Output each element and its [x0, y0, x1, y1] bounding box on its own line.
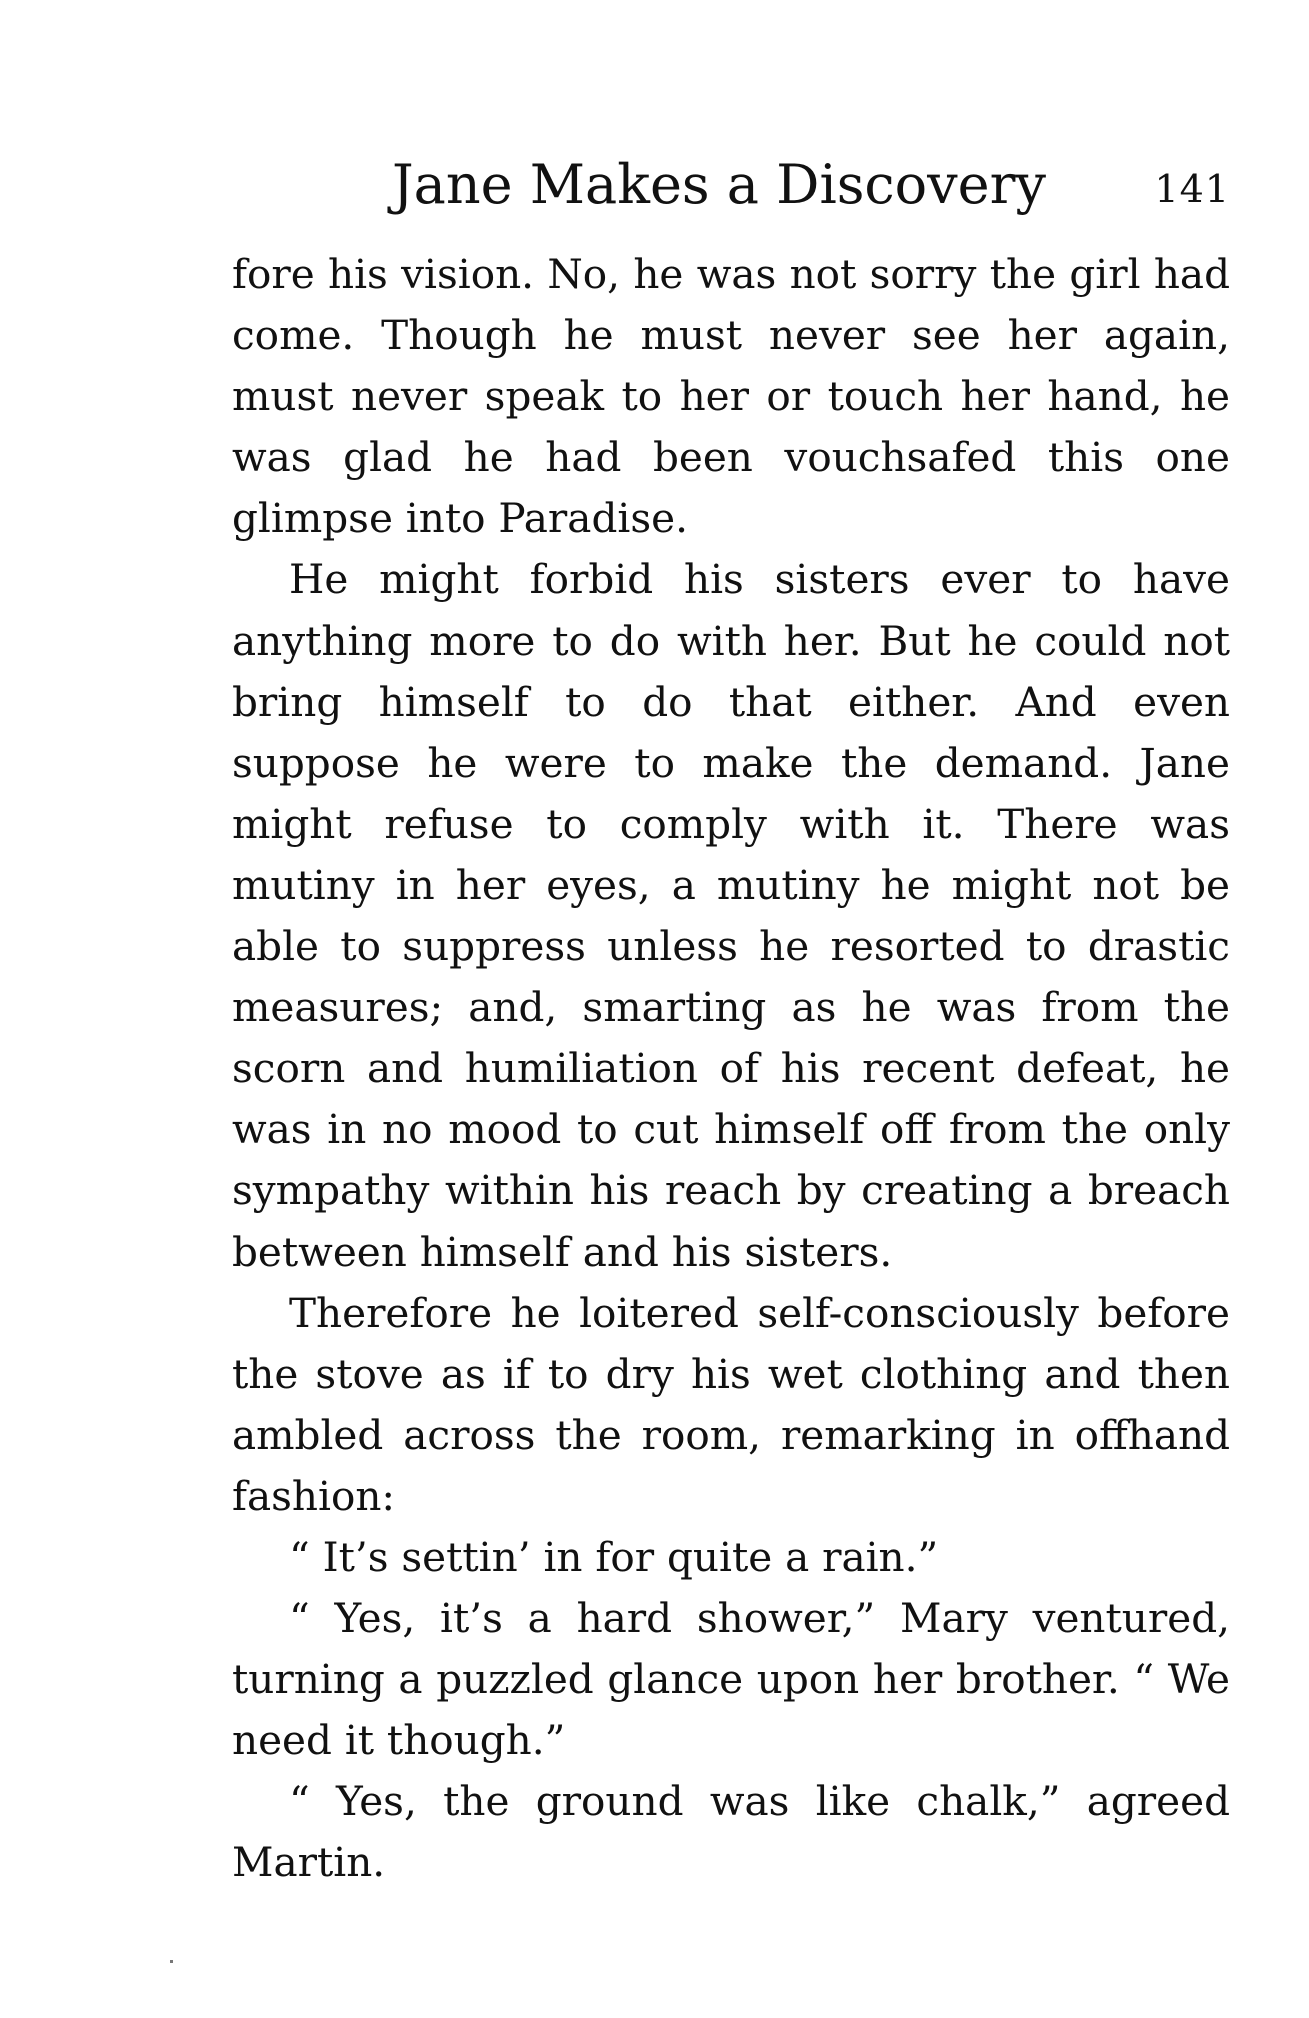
scan-speck — [170, 1960, 173, 1963]
body-text — [232, 244, 1230, 1894]
paragraph-3: Therefore he loitered self-consciously before the stove as if to dry his wet clothing and then ambled across the room, remarking in offhand fashion: — [232, 1288, 1230, 1520]
paragraph-4: “ It’s settin’ in for quite a rain.” — [289, 1532, 939, 1581]
page-number: 141 — [1154, 167, 1230, 211]
page-header — [232, 145, 1230, 240]
paragraph-1: fore his vision. No, he was not sorry the girl had come. Though he must never see her again, must never speak to her or touch her hand, he was glad he had been vouchsafed this one glimpse into Paradise. — [232, 250, 1230, 543]
paragraph-2: He might forbid his sisters ever to have anything more to do with her. But he could not bring himself to do that either. And even suppose he were to make the demand. Jane might refuse to comply with it. There was mutiny in her eyes, a mutiny he might not be able to suppress unless he resorted to drastic measures; and, smarting as he was from the scorn and humiliation of his recent defeat, he was in no mood to cut himself off from the only sympathy within his reach by creating a breach between himself and his sisters. — [232, 555, 1230, 1276]
paragraph-6: “ Yes, the ground was like chalk,” agreed Martin. — [232, 1777, 1230, 1887]
paragraph-5: “ Yes, it’s a hard shower,” Mary ventured, turning a puzzled glance upon her brother. “ We need it though.” — [232, 1594, 1230, 1765]
running-title: Jane Makes a Discovery — [392, 153, 1046, 216]
book-page — [232, 145, 1230, 1887]
